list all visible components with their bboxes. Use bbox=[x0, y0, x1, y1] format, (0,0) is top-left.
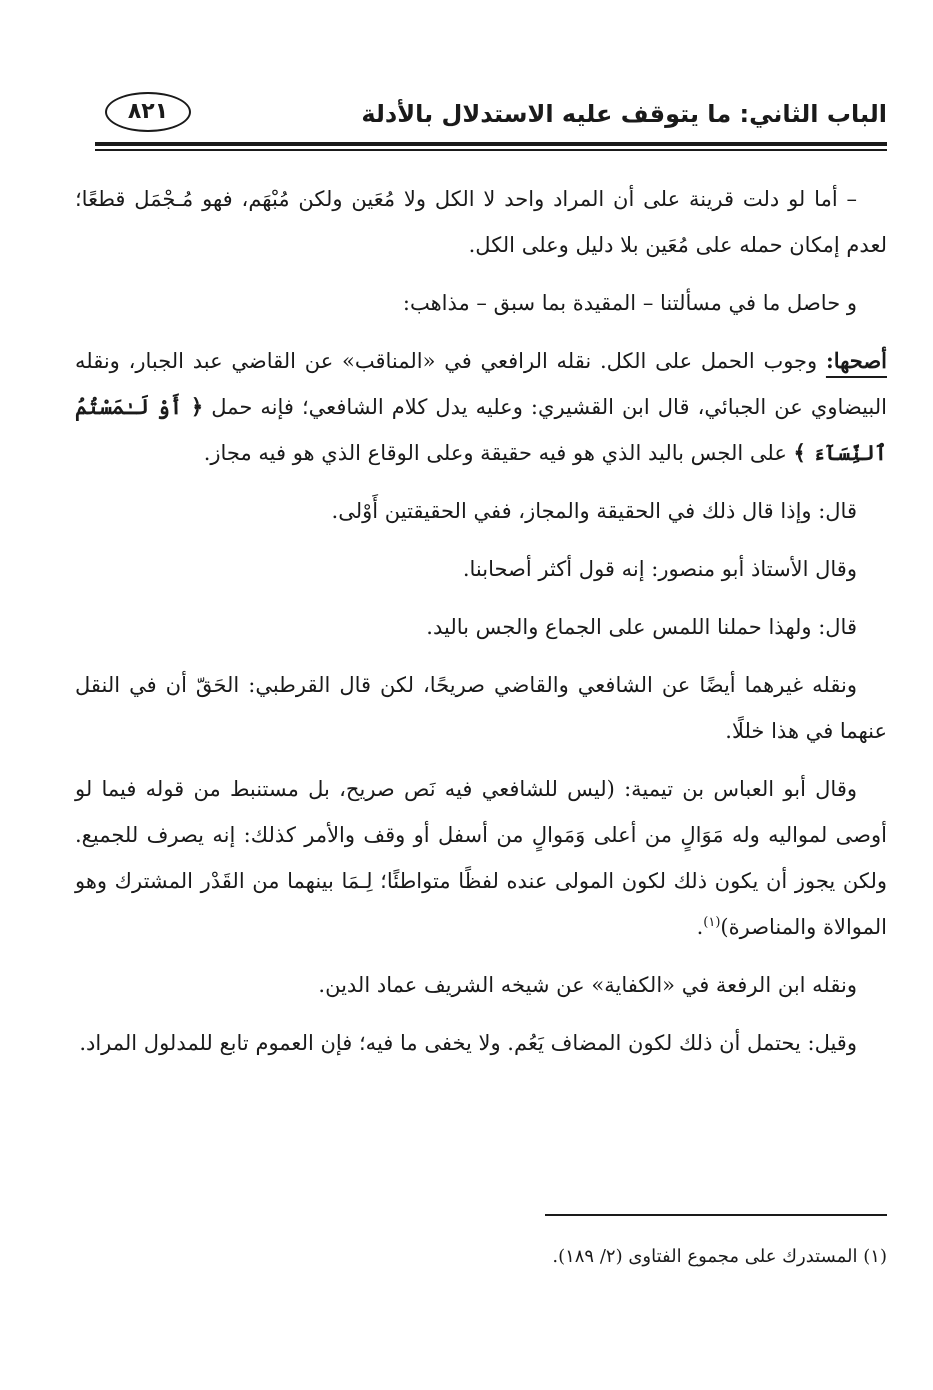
paragraph-9: ونقله ابن الرفعة في «الكفاية» عن شيخه الشريف عماد الدين. bbox=[318, 973, 857, 997]
footnote: (١) المستدرك على مجموع الفتاوى (٢/ ١٨٩). bbox=[552, 1246, 887, 1267]
paragraph-3-text: وجوب الحمل على الكل. نقله الرافعي في «المناقب» عن القاضي عبد الجبار، ونقله البيضاوي عن الجبائي، قال ابن القشيري: وعليه يدل كلام الشافعي؛ فإنه حمل bbox=[75, 349, 887, 419]
paragraph-8-text: وقال أبو العباس بن تيمية: (ليس للشافعي فيه نَص صريح، بل مستنبط من قوله فيما لو أوصى لمواليه وله مَوَالٍ من أعلى وَمَوالٍ من أسفل أو وقف والأمر كذلك: إنه يصرف للجميع. ولكن يجوز أن يكون ذلك لكون المولى عنده لفظًا متواطئًا؛ لِـمَا بينهما من القَدْر المشترك وهو الموالاة والمناصرة) bbox=[75, 777, 887, 939]
quran-verse: ﴿ أَوْ لَـٰمَسْتُمُ ٱلنِّسَآءَ ﴾ bbox=[75, 394, 887, 465]
paragraph-8 bbox=[75, 766, 887, 950]
footnote-reference[interactable]: (١) bbox=[703, 915, 721, 930]
paragraph-10: وقيل: يحتمل أن ذلك لكون المضاف يَعُم. ولا يخفى ما فيه؛ فإن العموم تابع للمدلول المراد. bbox=[79, 1031, 857, 1055]
paragraph-3-lead: أصحها: bbox=[825, 348, 887, 373]
chapter-title: الباب الثاني: ما يتوقف عليه الاستدلال بالأدلة bbox=[361, 100, 887, 128]
paragraph-6: قال: ولهذا حملنا اللمس على الجماع والجس باليد. bbox=[426, 615, 857, 639]
paragraph-1: – أما لو دلت قرينة على أن المراد واحد لا الكل ولا مُعَين ولكن مُبْهَم، فهو مُـجْمَل قطعًا؛ لعدم إمكان حمله على مُعَين بلا دليل وعلى الكل. bbox=[75, 187, 887, 257]
paragraph-8-end: . bbox=[696, 915, 704, 939]
paragraph-3-tail: على الجس باليد الذي هو فيه حقيقة وعلى الوقاع الذي هو فيه مجاز. bbox=[203, 441, 794, 465]
paragraph-4: قال: وإذا قال ذلك في الحقيقة والمجاز، ففي الحقيقتين أَوْلى. bbox=[331, 499, 857, 523]
body-text bbox=[75, 176, 887, 1066]
paragraph-7: ونقله غيرهما أيضًا عن الشافعي والقاضي صريحًا، لكن قال القرطبي: الحَقّ أن في النقل عنهما في هذا خللًا. bbox=[75, 673, 887, 743]
footnote-separator bbox=[545, 1214, 887, 1216]
paragraph-2: و حاصل ما في مسألتنا – المقيدة بما سبق – مذاهب: bbox=[402, 291, 857, 315]
header-rule-thick bbox=[95, 142, 887, 146]
paragraph-5: وقال الأستاذ أبو منصور: إنه قول أكثر أصحابنا. bbox=[462, 557, 857, 581]
running-header bbox=[95, 92, 887, 138]
paragraph-3 bbox=[75, 338, 887, 476]
page-number: ٨٢١ bbox=[105, 92, 191, 132]
header-rule-thin bbox=[95, 149, 887, 151]
